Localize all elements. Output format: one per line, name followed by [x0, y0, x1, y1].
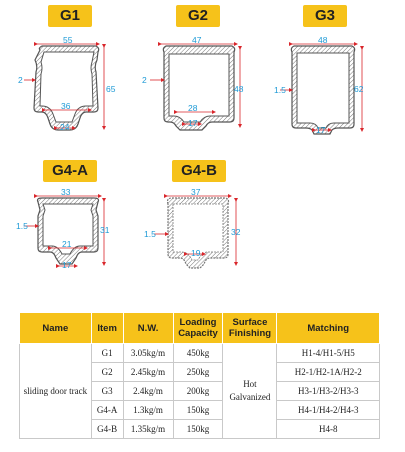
header-finishing: Surface Finishing	[223, 313, 277, 344]
nw-cell: 3.05kg/m	[123, 344, 173, 363]
g2-opening-dim: 17	[188, 118, 198, 128]
profile-label-g4a: G4-A	[43, 160, 97, 182]
g4a-opening-dim: 17	[62, 260, 72, 270]
g4b-opening-dim: 19	[191, 248, 201, 258]
g3-opening-dim: 17	[316, 125, 326, 135]
g1-width-dim: 55	[63, 35, 73, 45]
capacity-cell: 200kg	[173, 382, 223, 401]
item-cell: G4-B	[91, 420, 123, 439]
g2-width-dim: 47	[192, 35, 202, 45]
profile-label-g4b: G4-B	[172, 160, 226, 182]
header-item: Item	[91, 313, 123, 344]
g4b-wall-dim: 1.5	[144, 229, 156, 239]
matching-cell: H4-8	[277, 420, 380, 439]
profile-g1-drawing	[0, 0, 405, 165]
g3-height-dim: 62	[354, 84, 364, 94]
nw-cell: 1.35kg/m	[123, 420, 173, 439]
g4b-width-dim: 37	[191, 187, 201, 197]
product-name-cell: sliding door track	[20, 344, 92, 439]
g1-opening-dim: 24	[60, 122, 70, 132]
finishing-cell: Hot Galvanized	[223, 344, 277, 439]
nw-cell: 1.3kg/m	[123, 401, 173, 420]
header-nw: N.W.	[123, 313, 173, 344]
item-cell: G1	[91, 344, 123, 363]
capacity-cell: 250kg	[173, 363, 223, 382]
g3-width-dim: 48	[318, 35, 328, 45]
capacity-cell: 150kg	[173, 401, 223, 420]
g4a-height-dim: 31	[100, 225, 110, 235]
g2-gap-dim: 28	[188, 103, 198, 113]
profile-label-g1: G1	[48, 5, 92, 27]
header-capacity: Loading Capacity	[173, 313, 223, 344]
g2-height-dim: 48	[234, 84, 244, 94]
capacity-cell: 450kg	[173, 344, 223, 363]
profile-label-g3: G3	[303, 5, 347, 27]
matching-cell: H3-1/H3-2/H3-3	[277, 382, 380, 401]
matching-cell: H1-4/H1-5/H5	[277, 344, 380, 363]
g1-gap-dim: 36	[61, 101, 71, 111]
g4a-gap-dim: 21	[62, 239, 72, 249]
profile-g4-drawing	[0, 180, 405, 285]
nw-cell: 2.45kg/m	[123, 363, 173, 382]
capacity-cell: 150kg	[173, 420, 223, 439]
table-row	[20, 344, 380, 363]
item-cell: G4-A	[91, 401, 123, 420]
g4a-width-dim: 33	[61, 187, 71, 197]
header-name: Name	[20, 313, 92, 344]
matching-cell: H2-1/H2-1A/H2-2	[277, 363, 380, 382]
g4b-height-dim: 32	[231, 227, 241, 237]
profile-label-g2: G2	[176, 5, 220, 27]
header-matching: Matching	[277, 313, 380, 344]
item-cell: G2	[91, 363, 123, 382]
item-cell: G3	[91, 382, 123, 401]
matching-cell: H4-1/H4-2/H4-3	[277, 401, 380, 420]
g1-wall-dim: 2	[18, 75, 23, 85]
g1-height-dim: 65	[106, 84, 116, 94]
g4a-wall-dim: 1.5	[16, 221, 28, 231]
table-header-row	[20, 313, 380, 344]
g2-wall-dim: 2	[142, 75, 147, 85]
nw-cell: 2.4kg/m	[123, 382, 173, 401]
g3-wall-dim: 1.5	[274, 85, 286, 95]
spec-table	[19, 312, 380, 439]
